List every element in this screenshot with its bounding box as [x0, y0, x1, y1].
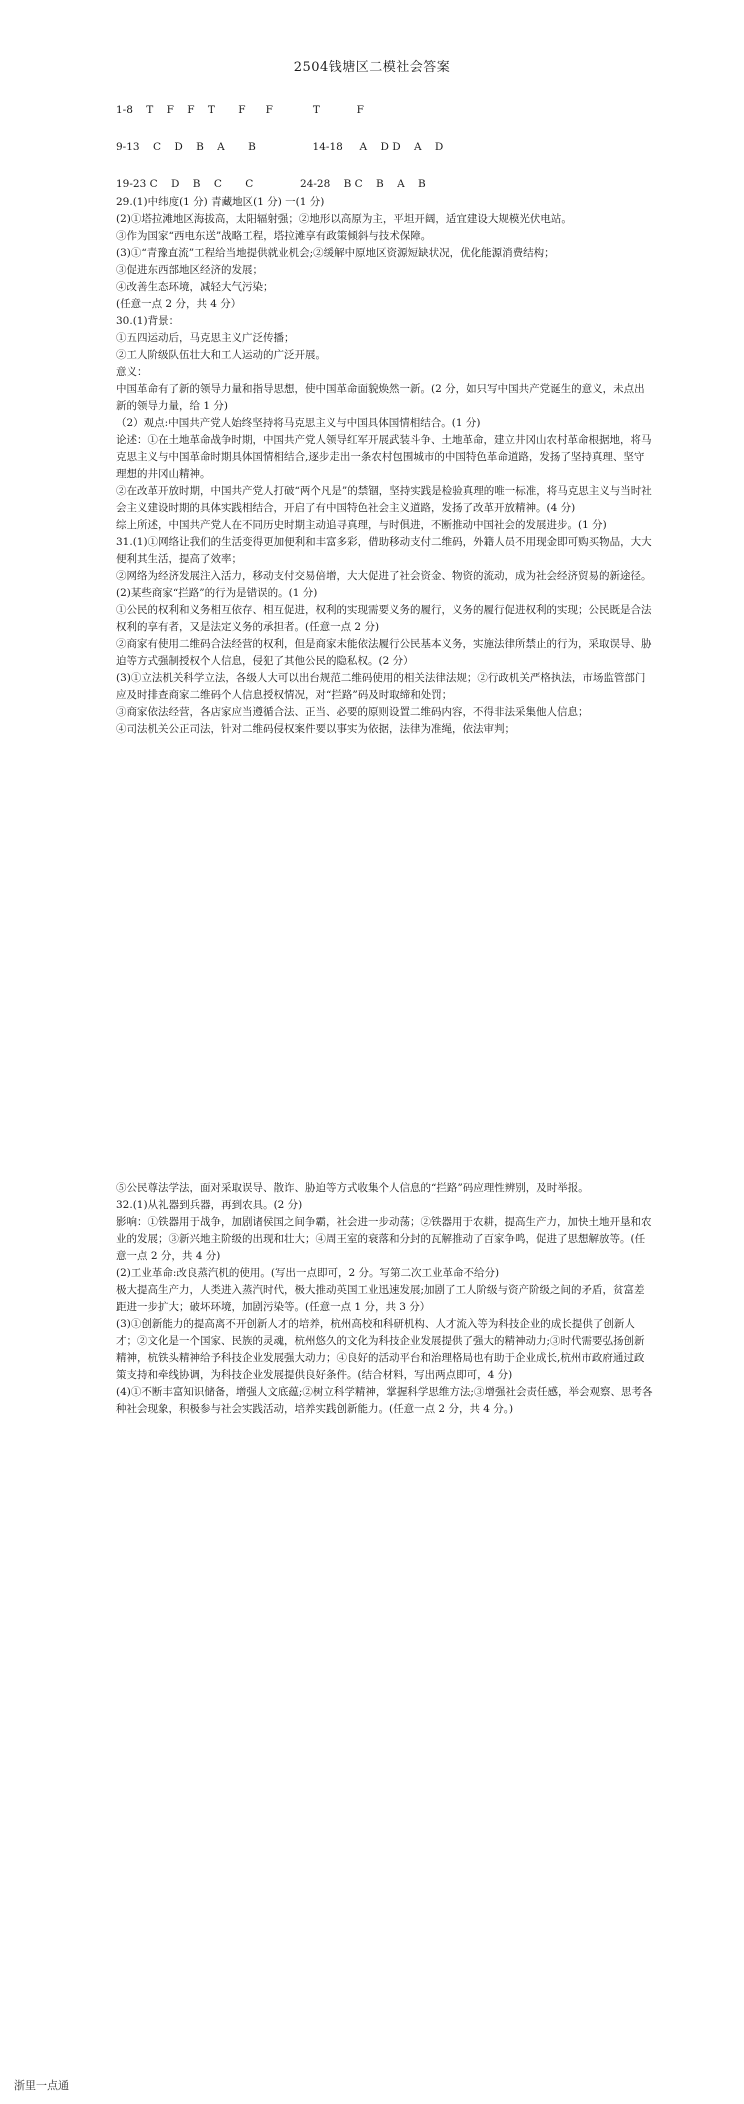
q32-2b: 极大提高生产力，人类进入蒸汽时代，极大推动英国工业迅速发展;加剧了工人阶级与资产阶级之间的矛盾，贫富差距进一步扩大；破坏环境，加剧污染等。(任意一点 1 分，共 3 分）: [116, 1284, 645, 1313]
q32-1: 32.(1)从礼器到兵器，再到农具。(2 分): [116, 1199, 303, 1211]
q30-2: （2）观点:中国共产党人始终坚持将马克思主义与中国具体国情相结合。(1 分): [116, 417, 481, 429]
q31-3e: ⑤公民尊法学法，面对采取误导、散诈、胁迫等方式收集个人信息的“拦路”码应理性辨别，及时举报。: [116, 1182, 589, 1194]
q29-3: (3)①“青豫直流”工程给当地提供就业机会;②缓解中原地区资源短缺状况，优化能源消费结构；: [116, 247, 555, 259]
q30-1: 30.(1)背景：: [116, 315, 180, 327]
q29-3d: ④改善生态环境，减轻大气污染；: [116, 281, 274, 293]
q31-1b: ②网络为经济发展注入活力，移动支付交易倍增，大大促进了社会资金、物资的流动，成为社会经济贸易的新途径。: [116, 570, 652, 582]
q29-score: (任意一点 2 分，共 4 分）: [116, 298, 242, 310]
answer-body-part-2: [116, 1180, 654, 1418]
q31-3d: ④司法机关公正司法，针对二维码侵权案件要以事实为依据，法律为准绳，依法审判；: [116, 723, 515, 735]
q30-meaning-label: 意义：: [116, 366, 148, 378]
answer-line-2: 9-13 C D B A B 14-18 A D D A D: [116, 141, 444, 153]
q31-2: (2)某些商家“拦路”的行为是错误的。(1 分): [116, 587, 318, 599]
q30-1a: ①五四运动后，马克思主义广泛传播；: [116, 332, 295, 344]
q30-2a: 论述：①在土地革命战争时期，中国共产党人领导红军开展武装斗争、土地革命，建立井冈山农村革命根据地，将马克思主义与中国革命时期具体国情相结合,逐步走出一条农村包围城市的中国特色革命道路，发扬了坚持真理、坚守理想的井冈山精神。: [116, 434, 652, 480]
q29-1: 29.(1)中纬度(1 分) 青藏地区(1 分) 一(1 分): [116, 196, 325, 208]
q29-2: (2)①塔拉滩地区海拔高，太阳辐射强；②地形以高原为主，平坦开阔，适宜建设大规模光伏电站。: [116, 213, 572, 225]
q31-3: (3)①立法机关科学立法，各级人大可以出台规范二维码使用的相关法律法规；②行政机关严格执法，市场监管部门应及时排查商家二维码个人信息授权情况，对“拦路”码及时取缔和处罚；: [116, 672, 646, 701]
q30-meaning: 中国革命有了新的领导力量和指导思想，使中国革命面貌焕然一新。(2 分，如只写中国共产党诞生的意义，未点出新的领导力量，给 1 分): [116, 383, 645, 412]
q29-3c: ③促进东西部地区经济的发展；: [116, 264, 263, 276]
answer-body-part-1: [116, 194, 654, 738]
answer-line-3: 19-23 C D B C C 24-28 B C B A B: [116, 178, 426, 190]
q32-4: (4)①不断丰富知识储备，增强人文底蕴;②树立科学精神，掌握科学思维方法;③增强社会责任感，举会观察、思考各种社会现象，积极参与社会实践活动，培养实践创新能力。(任意一点 2 分，共 4 分。): [116, 1386, 653, 1415]
q31-2b: ②商家有使用二维码合法经营的权利，但是商家未能依法履行公民基本义务，实施法律所禁止的行为，采取误导、胁迫等方式强制授权个人信息，侵犯了其他公民的隐私权。(2 分）: [116, 638, 652, 667]
q31-1: 31.(1)①网络让我们的生活变得更加便利和丰富多彩，借助移动支付二维码，外籍人员不用现金即可购买物品，大大便利其生活，提高了效率；: [116, 536, 652, 565]
q32-2: (2)工业革命:改良蒸汽机的使用。(写出一点即可，2 分。写第二次工业革命不给分): [116, 1267, 500, 1279]
q30-1b: ②工人阶级队伍壮大和工人运动的广泛开展。: [116, 349, 326, 361]
q30-2c: 综上所述，中国共产党人在不同历史时期主动追寻真理，与时俱进，不断推动中国社会的发展进步。(1 分): [116, 519, 607, 531]
footer-watermark: 浙里一点通: [14, 2079, 69, 2092]
answer-line-1: 1-8 T F F T F F T F: [116, 104, 364, 116]
q31-2a: ①公民的权利和义务相互依存、相互促进，权利的实现需要义务的履行，义务的履行促进权利的实现；公民既是合法权利的享有者，又是法定义务的承担者。(任意一点 2 分): [116, 604, 652, 633]
q29-2c: ③作为国家“西电东送”战略工程，塔拉滩享有政策倾斜与技术保障。: [116, 230, 432, 242]
document-title: 2504钱塘区二模社会答案: [293, 60, 451, 75]
q31-3c: ③商家依法经营，各店家应当遵循合法、正当、必要的原则设置二维码内容，不得非法采集他人信息；: [116, 706, 589, 718]
q32-1-impact: 影响：①铁器用于战争，加剧诸侯国之间争霸，社会进一步动荡；②铁器用于农耕，提高生产力，加快土地开垦和农业的发展；③新兴地主阶级的出现和壮大；④周王室的衰落和分封的瓦解推动了百家争鸣，促进了思想解放等。(任意一点 2 分，共 4 分): [116, 1216, 652, 1262]
q30-2b: ②在改革开放时期，中国共产党人打破“两个凡是”的禁锢，坚持实践是检验真理的唯一标准，将马克思主义与当时社会主义建设时期的具体实践相结合，开启了有中国特色社会主义道路，发扬了改革开放精神。(4 分): [116, 485, 652, 514]
q32-3: (3)①创新能力的提高离不开创新人才的培养，杭州高校和科研机构、人才流入等为科技企业的成长提供了创新人才；②文化是一个国家、民族的灵魂，杭州悠久的文化为科技企业发展提供了强大的精神动力;③时代需要弘扬创新精神，杭铁头精神给予科技企业发展强大动力；④良好的活动平台和治理格局也有助于企业成长,杭州市政府通过政策支持和牵线协调，为科技企业发展提供良好条件。(结合材料，写出两点即可，4 分): [116, 1318, 645, 1381]
